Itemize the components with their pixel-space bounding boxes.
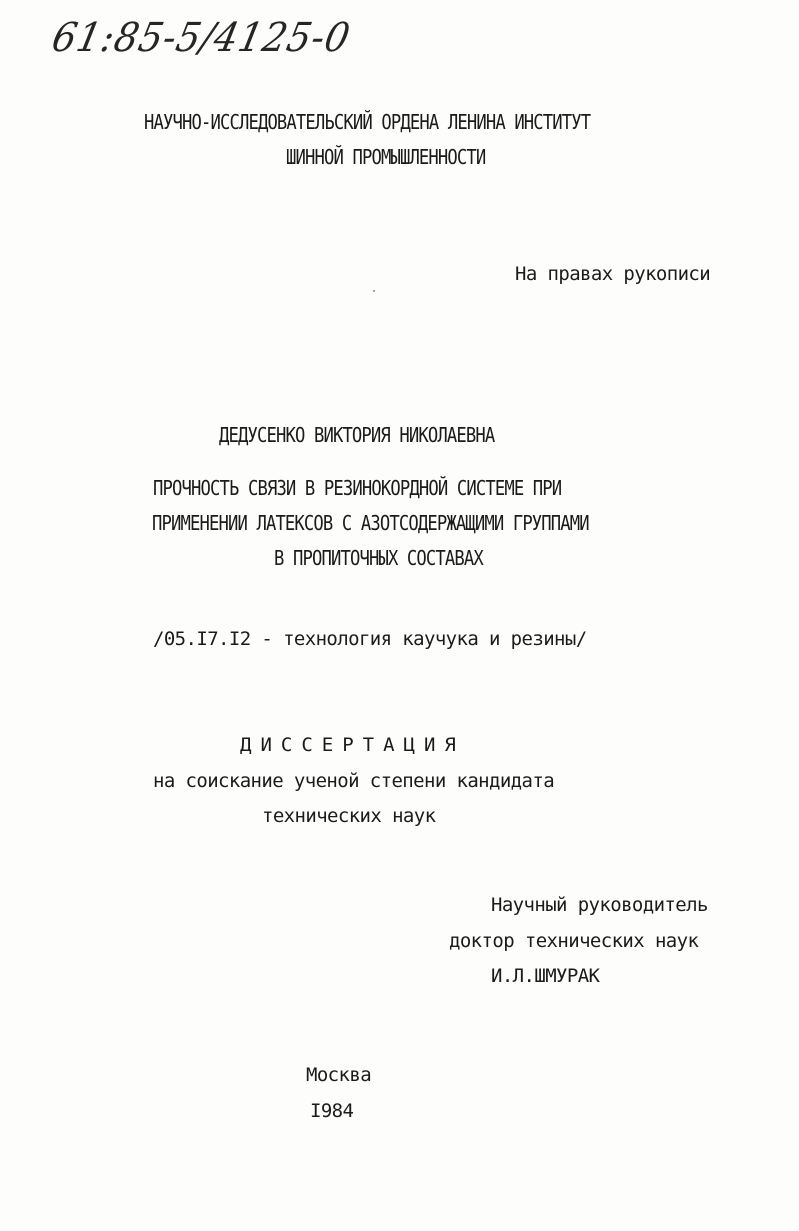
manuscript-rights-note: На правах рукописи <box>515 263 711 285</box>
institute-name-line2: ШИННОЙ ПРОМЫШЛЕННОСТИ <box>286 145 486 169</box>
title-line3: В ПРОПИТОЧНЫХ СОСТАВАХ <box>274 546 483 570</box>
year: I984 <box>310 1100 354 1122</box>
scan-speck <box>373 290 375 292</box>
institute-name-line1: НАУЧНО-ИССЛЕДОВАТЕЛЬСКИЙ ОРДЕНА ЛЕНИНА ИНСТИТУТ <box>144 110 591 134</box>
supervisor-degree: доктор технических наук <box>449 930 699 952</box>
title-line1: ПРОЧНОСТЬ СВЯЗИ В РЕЗИНОКОРДНОЙ СИСТЕМЕ ПРИ <box>153 476 562 500</box>
city: Москва <box>306 1064 372 1086</box>
supervisor-label: Научный руководитель <box>491 894 708 916</box>
dissertation-heading: ДИССЕРТАЦИЯ <box>240 734 465 756</box>
title-line2: ПРИМЕНЕНИИ ЛАТЕКСОВ С АЗОТСОДЕРЖАЩИМИ ГРУППАМИ <box>152 511 589 535</box>
archive-number-handwritten: 61:85-5/4125-0 <box>48 15 355 61</box>
specialty-code: /05.I7.I2 - технология каучука и резины/ <box>153 628 587 650</box>
degree-line1: на соискание ученой степени кандидата <box>153 770 555 792</box>
supervisor-name: И.Л.ШМУРАК <box>491 965 600 987</box>
author-name: ДЕДУСЕНКО ВИКТОРИЯ НИКОЛАЕВНА <box>219 423 495 447</box>
degree-line2: технических наук <box>262 805 436 827</box>
